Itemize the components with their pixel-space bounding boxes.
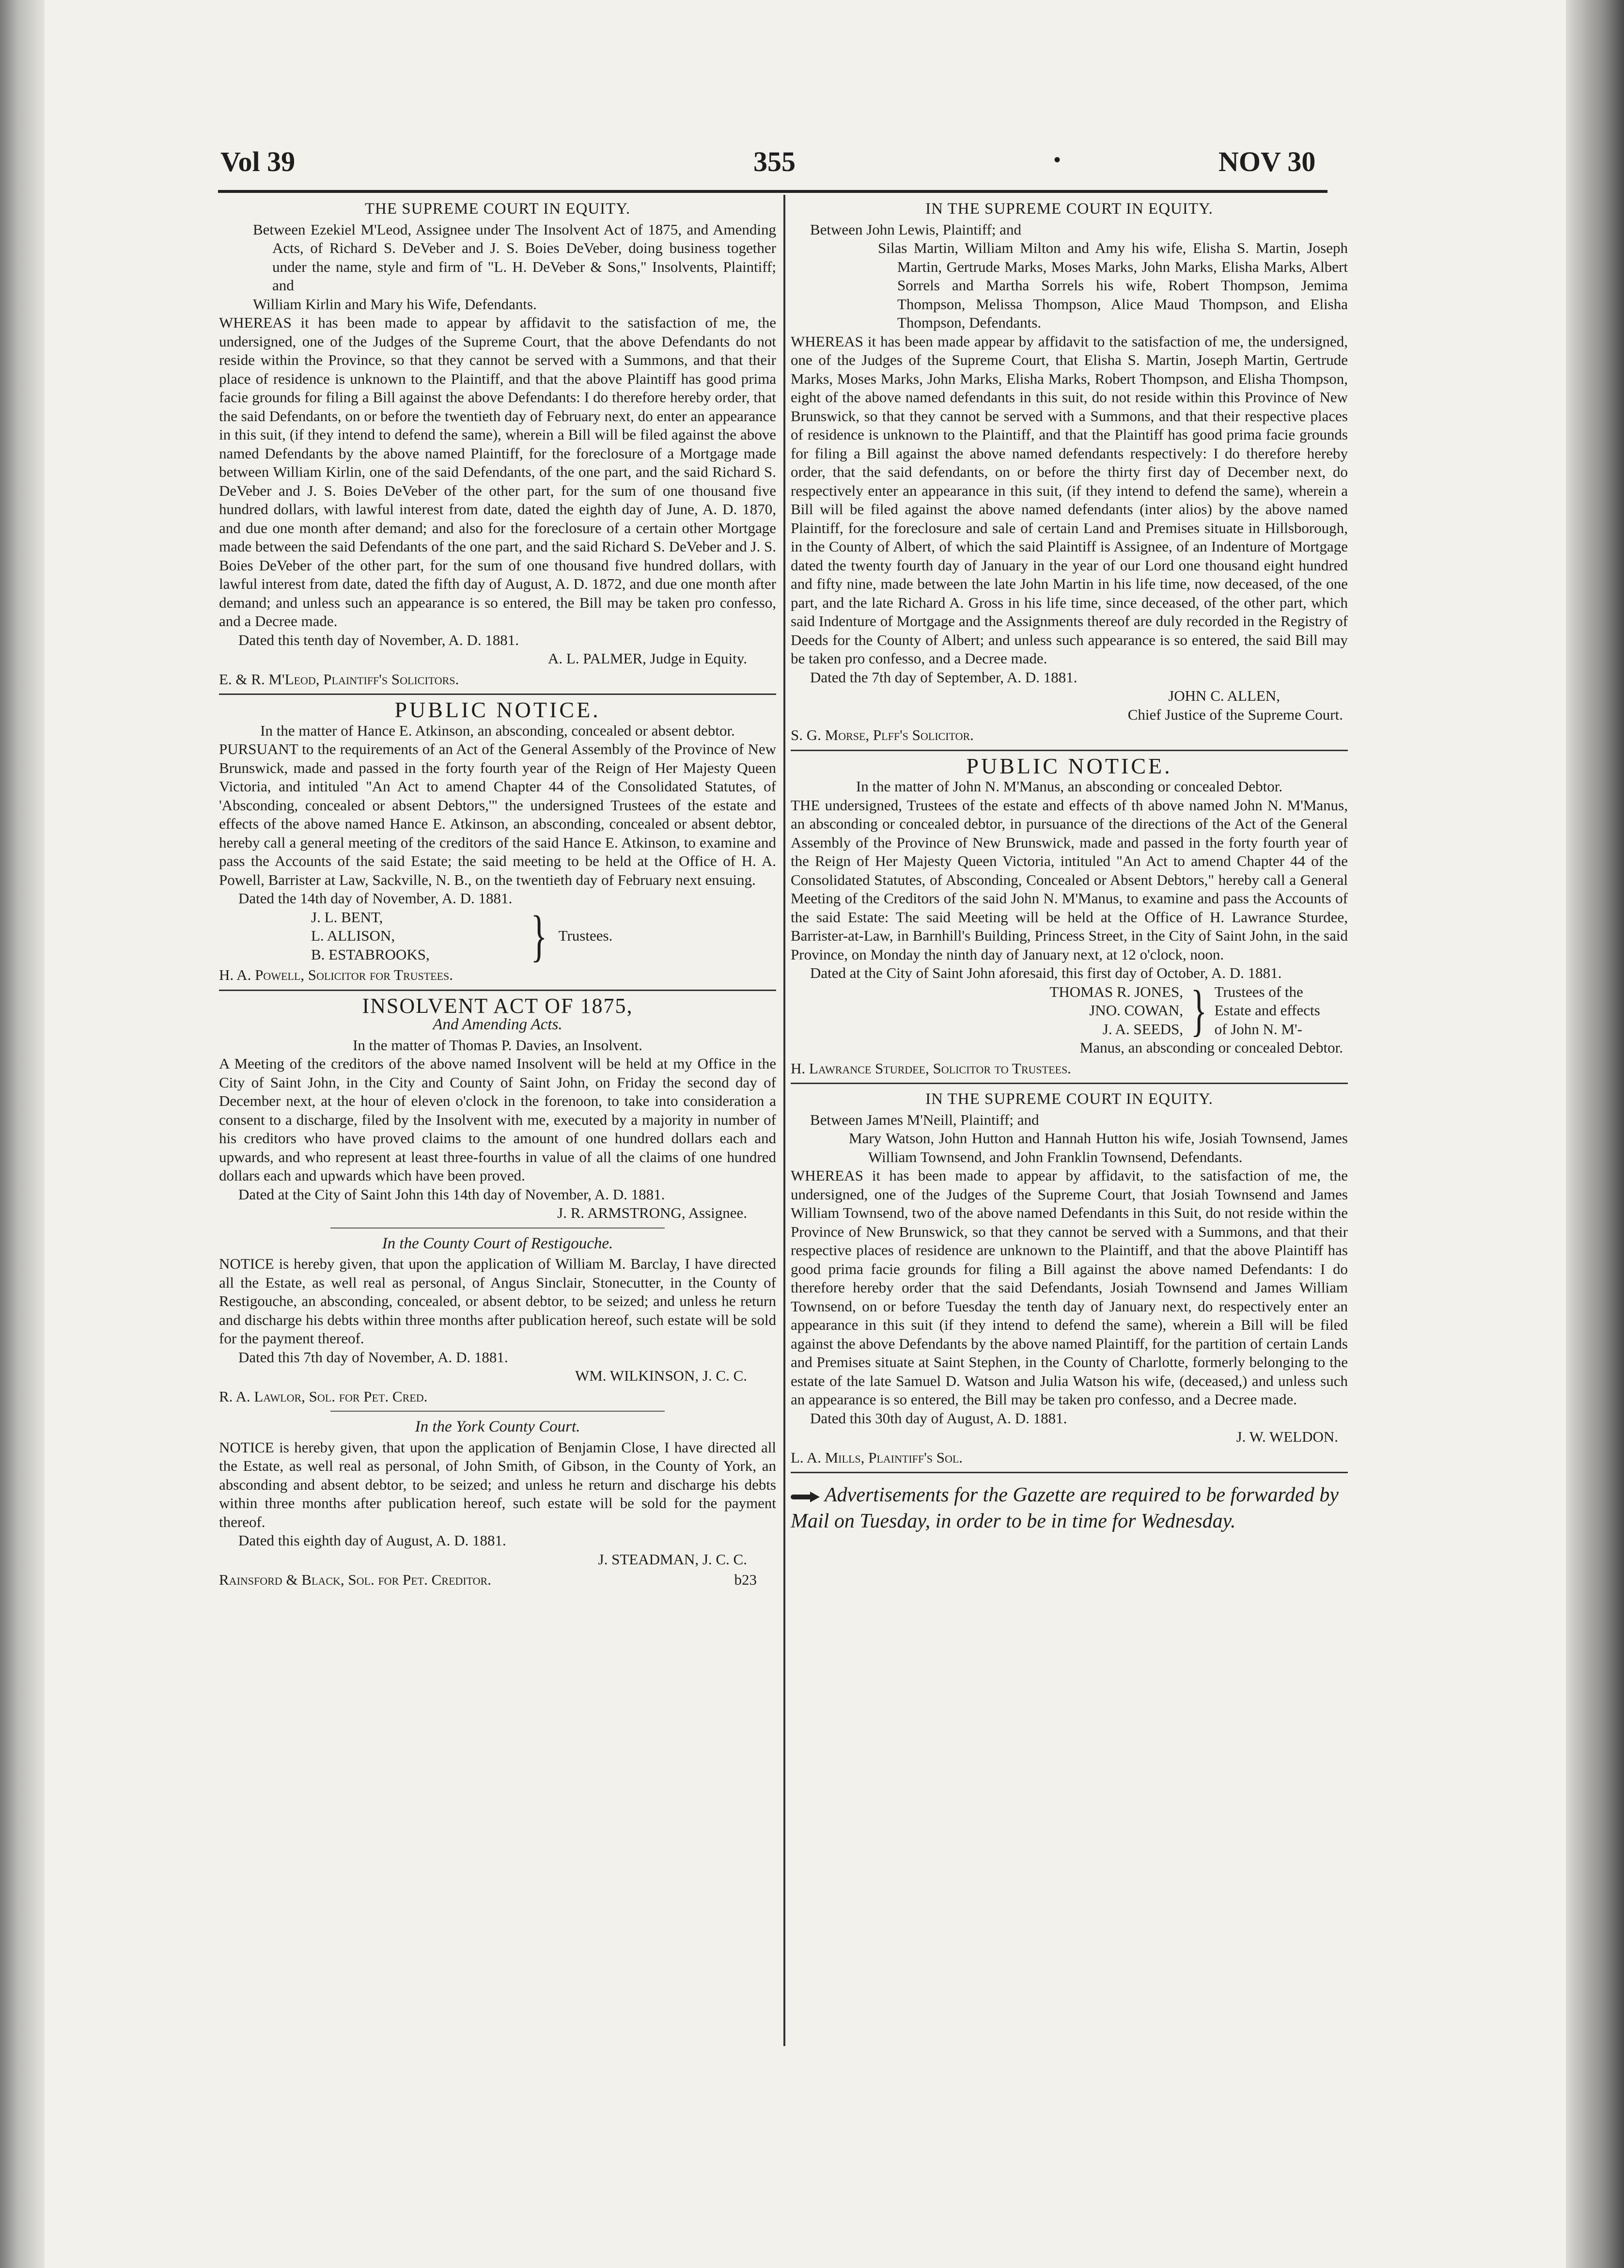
notice-defendants: William Kirlin and Mary his Wife, Defendants. — [253, 295, 537, 313]
trustees-label: Trustees. — [558, 927, 613, 944]
trustee-list — [791, 978, 1348, 1042]
notice-restigouche — [219, 1234, 776, 1406]
notice-body: PURSUANT to the requirements of an Act of the General Assembly of the Province of New Brunswick, made and passed in the forty fourth year of the Reign of Her Majesty Queen Victoria, and intituled "An Act to amend Chapter 44 of the Consolidated Statutes, of 'Absconding, concealed or absent Debtors,'" the undersigned Trustees of the estate and effects of the above named Hance E. Atkinson, an absconding, concealed or absent debtor, hereby call a general meeting of the creditors of the said Hance E. Atkinson, to examine and pass the Accounts of the said Estate; the said meeting to be held at the Office of H. A. Powell, Barrister at Law, Sackville, N. B., on the twentieth day of February next ensuing. — [219, 740, 776, 888]
volume-label: Vol 39 — [220, 146, 296, 177]
notice-solicitor: R. A. Lawlor, Sol. for Pet. Cred. — [219, 1387, 428, 1405]
notice-public-atkinson — [219, 697, 776, 985]
notice-signature: A. L. PALMER, Judge in Equity. — [547, 650, 747, 667]
notice-signature: WM. WILKINSON, J. C. C. — [575, 1367, 747, 1384]
trustees-line: Manus, an absconding or concealed Debtor. — [1079, 1039, 1343, 1056]
notice-solicitor: S. G. Morse, Plff's Solicitor. — [791, 726, 974, 743]
notice-supreme-court-mleod — [219, 200, 776, 689]
trustee-list — [219, 904, 776, 968]
notice-solicitor: Rainsford & Black, Sol. for Pet. Creditor. — [219, 1571, 491, 1588]
trustee-name: JNO. COWAN, — [1089, 1002, 1183, 1019]
notice-matter: In the matter of Hance E. Atkinson, an absconding, concealed or absent debtor. — [260, 722, 735, 739]
notice-body: WHEREAS it has been made to appear by affidavit to the satisfaction of me, the undersigned, one of the Judges of the Supreme Court, that the above Defendants do not reside within the Province, so that they cannot be served with a Summons, and that their place of residence is unknown to the Plaintiff, and that the above Plaintiff has good prima facie grounds for filing a Bill against the above Defendants: I do therefore hereby order, that the said Defendants, on or before the twentieth day of February next, do enter an appearance in this suit, (if they intend to defend the same), wherein a Bill will be filed against the above named Defendants by the above named Plaintiff, for the foreclosure of a Mortgage made between William Kirlin, one of the said Defendants, of the one part, and the said Richard S. DeVeber and J. S. Boies DeVeber of the other part, for the sum of one thousand five hundred dollars, with lawful interest from date, dated the eighth day of June, A. D. 1870, and due one month after demand; and also for the foreclosure of a certain other Mortgage made between the said Defendants of the one part, and the said Richard S. DeVeber and J. S. Boies DeVeber of the other part, for the sum of one thousand five hundred dollars, with lawful interest from date, dated the fifth day of August, A. D. 1872, and due one month after demand; and unless such an appearance is so entered, the Bill may be taken pro confesso, and a Decree made. — [219, 314, 776, 630]
trustees-line: Estate and effects — [1214, 1002, 1320, 1019]
notice-parties: Between James M'Neill, Plaintiff; and — [810, 1111, 1039, 1128]
notice-solicitor: E. & R. M'Leod, Plaintiff's Solicitors. — [219, 670, 459, 688]
trustee-name: J. A. SEEDS, — [1102, 1020, 1183, 1038]
trustees-line: Trustees of the — [1214, 983, 1303, 1000]
notice-signature: J. R. ARMSTRONG, Assignee. — [557, 1204, 747, 1221]
notice-dated: Dated the 7th day of September, A. D. 1881. — [810, 668, 1077, 686]
header-rule — [218, 190, 1327, 193]
trustee-name: J. L. BENT, — [311, 908, 383, 926]
notice-solicitor: H. Lawrance Sturdee, Solicitor to Trustees. — [791, 1059, 1071, 1077]
notice-matter: In the matter of John N. M'Manus, an absconding or concealed Debtor. — [856, 778, 1283, 795]
brace-icon: } — [531, 904, 547, 968]
notice-matter: In the matter of Thomas P. Davies, an Insolvent. — [353, 1036, 642, 1054]
separator — [791, 1472, 1348, 1473]
page-header — [220, 145, 1325, 179]
notice-public-mmanus — [791, 753, 1348, 1078]
trustees-description — [1215, 983, 1320, 1039]
notice-solicitor: H. A. Powell, Solicitor for Trustees. — [219, 966, 453, 983]
right-column — [791, 199, 1348, 1534]
notice-dated: Dated at the City of Saint John aforesaid, this first day of October, A. D. 1881. — [810, 964, 1282, 981]
column-divider — [783, 195, 785, 2046]
trustees-line: of John N. M'- — [1214, 1020, 1302, 1038]
notice-defendants: Mary Watson, John Hutton and Hannah Hutton his wife, Josiah Townsend, James William Townsend, and John Franklin Townsend, Defendants. — [849, 1130, 1348, 1166]
notice-body: WHEREAS it has been made to appear by affidavit, to the satisfaction of me, the undersigned, one of the Judges of the Supreme Court, that Josiah Townsend and James William Townsend, two of the above named Defendants in this Suit, do not reside within the Province of New Brunswick, so that they cannot be served with a Summons, and that their respective places of residence are unknown to the Plaintiff, and that the above Plaintiff has good prima facie grounds for filing a Bill against the above named Defendants: I do therefore hereby order that the said Defendants, Josiah Townsend and James William Townsend, on or before Tuesday the tenth day of January next, do respectively enter an appearance in this suit (if they intend to defend the same), wherein a Bill will be filed against the above Defendants by the above named Plaintiff, for the partition of certain Lands and Premises situate at Saint Stephen, in the County of Charlotte, formerly belonging to the estate of the late Samuel D. Watson and Julia Watson his wife, (deceased,) and unless such an appearance is so entered, the Bill may be taken pro confesso, and a Decree made. — [791, 1167, 1348, 1408]
brace-icon: } — [1190, 978, 1207, 1042]
notice-title: IN THE SUPREME COURT IN EQUITY. — [925, 200, 1213, 218]
separator — [791, 750, 1348, 751]
pointing-hand-icon — [791, 1490, 820, 1503]
notice-parties: Between John Lewis, Plaintiff; and — [810, 220, 1021, 238]
notice-body: NOTICE is hereby given, that upon the application of William M. Barclay, I have directed all the Estate, as well real as personal, of Angus Sinclair, Stonecutter, in the County of Restigouche, an absconding, concealed, or absent debtor, to be seized; and unless he return and discharge his debts within three months after publication hereof, such estate will be sold for the payment thereof. — [219, 1255, 776, 1347]
page-number: 355 — [753, 146, 796, 177]
notice-dated: Dated this eighth day of August, A. D. 1881. — [238, 1532, 506, 1549]
notice-title: IN THE SUPREME COURT IN EQUITY. — [925, 1090, 1213, 1108]
notice-dated: Dated this 30th day of August, A. D. 1881. — [810, 1409, 1067, 1427]
trustee-name: THOMAS R. JONES, — [1049, 983, 1183, 1000]
notice-signature-title: Chief Justice of the Supreme Court. — [1127, 706, 1343, 723]
notice-title: In the County Court of Restigouche. — [382, 1234, 613, 1252]
notice-defendants: Silas Martin, William Milton and Amy his wife, Elisha S. Martin, Joseph Martin, Gertrude Marks, Moses Marks, John Marks, Elisha Marks, Albert Sorrels and Martha Sorrels his wife, Robert Thompson, Jemima Thompson, Melissa Thompson, Alice Maud Thompson, and Elisha Thompson, Defendants. — [878, 239, 1348, 331]
notice-signature: J. STEADMAN, J. C. C. — [598, 1550, 747, 1568]
printer-mark: b23 — [734, 1571, 757, 1588]
separator — [219, 693, 776, 695]
notice-body: A Meeting of the creditors of the above named Insolvent will be held at my Office in the City of Saint John, in the City and County of Saint John, on Friday the second day of December next, at the hour of eleven o'clock in the forenoon, to take into consideration a consent to a discharge, filed by the Insolvent with me, executed by a majority in number of his creditors who have proved claims to the amount of one hundred dollars each and upwards, and who represent at least three-fourths in value of all the claims of one hundred dollars each and upwards which have been proved. — [219, 1055, 776, 1184]
notice-signature: J. W. WELDON. — [1236, 1428, 1338, 1445]
notice-title: INSOLVENT ACT OF 1875, — [362, 993, 633, 1018]
separator — [219, 990, 776, 991]
notice-title: THE SUPREME COURT IN EQUITY. — [364, 200, 631, 218]
trustee-name: B. ESTABROOKS, — [311, 945, 430, 963]
scan-right-edge — [1566, 0, 1624, 2268]
separator — [791, 1083, 1348, 1084]
notice-title: PUBLIC NOTICE. — [966, 753, 1172, 778]
notice-dated: Dated this tenth day of November, A. D. 1881. — [238, 631, 519, 648]
separator — [330, 1411, 665, 1412]
notice-title: PUBLIC NOTICE. — [394, 697, 601, 722]
issue-date: NOV 30 — [1218, 146, 1316, 177]
notice-signature: JOHN C. ALLEN, — [1168, 687, 1280, 704]
notice-parties: Between Ezekiel M'Leod, Assignee under The Insolvent Act of 1875, and Amending Acts, of Richard S. DeVeber and J. S. Boies DeVeber, doing business together under the name, style and firm of "L. H. DeVeber & Sons," Insolvents, Plaintiff; and — [253, 220, 776, 294]
advertisement-notice — [791, 1482, 1348, 1534]
notice-insolvent-davies — [219, 993, 776, 1223]
notice-body: WHEREAS it has been made appear by affidavit to the satisfaction of me, the undersigned, one of the Judges of the Supreme Court, that Elisha S. Martin, Joseph Martin, Gertrude Marks, Moses Marks, John Marks, Elisha Marks, Robert Thompson, and Elisha Thompson, eight of the above named defendants in this suit, do not reside within this Province of New Brunswick, so that they cannot be served with a Summons, and that their respective places of residence is unknown to the Plaintiff, and that the Plaintiff has good prima facie grounds for filing a Bill against the above named defendants respectively: I do therefore hereby order, that the said defendants, on or before the thirty first day of December next, do respectively enter an appearance in this suit, (if they intend to defend the same), wherein a Bill will be filed against the above named defendants (inter alios) by the above named Plaintiff, for the foreclosure and sale of certain Land and Premises situate in Hillsborough, in the County of Albert, of which the said Plaintiff is Assignee, of an Indenture of Mortgage dated the twenty fourth day of January in the year of our Lord one thousand eight hundred and fifty nine, made between the late John Martin in his life time, now deceased, of the one part, and the late Richard A. Gross in his life time, since deceased, of the other part, which said Indenture of Mortgage and the Assignments thereof are duly recorded in the Registry of Deeds for the County of Albert; and unless such appearance is so entered, the said Bill may be taken pro confesso, and a Decree made. — [791, 332, 1348, 667]
notice-york — [219, 1418, 776, 1590]
notice-dated: Dated this 7th day of November, A. D. 1881. — [238, 1348, 508, 1366]
notice-footer-line — [219, 1571, 776, 1590]
left-column — [219, 199, 776, 1594]
notice-supreme-court-mneill — [791, 1090, 1348, 1467]
notice-solicitor: L. A. Mills, Plaintiff's Sol. — [791, 1449, 963, 1466]
notice-dated: Dated at the City of Saint John this 14th day of November, A. D. 1881. — [238, 1185, 665, 1203]
notice-dated: Dated the 14th day of November, A. D. 1881. — [238, 890, 513, 907]
scan-left-edge — [0, 0, 45, 2268]
notice-body: NOTICE is hereby given, that upon the application of Benjamin Close, I have directed all the Estate, as well real as personal, of John Smith, of Gibson, in the County of York, an absconding and absent debtor, to be seized; and unless he return and discharge his debts within three months after publication hereof, such estate will be sold for the payment thereof. — [219, 1438, 776, 1530]
notice-subtitle: And Amending Acts. — [433, 1016, 562, 1033]
header-dot: • — [1054, 149, 1061, 171]
notice-body: THE undersigned, Trustees of the estate and effects of th above named John N. M'Manus, an absconding or concealed debtor, in pursuance of the directions of the Act of the General Assembly of the Province of New Brunswick, made and passed in the forty fourth year of the Reign of Her Majesty Queen Victoria, intituled "An Act to amend Chapter 44 of the Consolidated Statutes, of Absconding, Concealed or Absent Debtors," hereby call a General Meeting of the Creditors of the said John N. M'Manus, to examine and pass the Accounts of the said Estate: The said Meeting will be held at the Office of H. Lawrance Sturdee, Barrister-at-Law, in Barnhill's Building, Princess Street, in the City of Saint John, in the said Province, on Monday the ninth day of January next, at 12 o'clock, noon. — [791, 796, 1348, 963]
advertisement-text: Advertisements for the Gazette are required to be forwarded by Mail on Tuesday, in order to be in time for Wednesday. — [791, 1484, 1339, 1532]
trustee-name: L. ALLISON, — [311, 927, 395, 944]
notice-supreme-court-lewis — [791, 200, 1348, 745]
notice-title: In the York County Court. — [415, 1418, 580, 1435]
